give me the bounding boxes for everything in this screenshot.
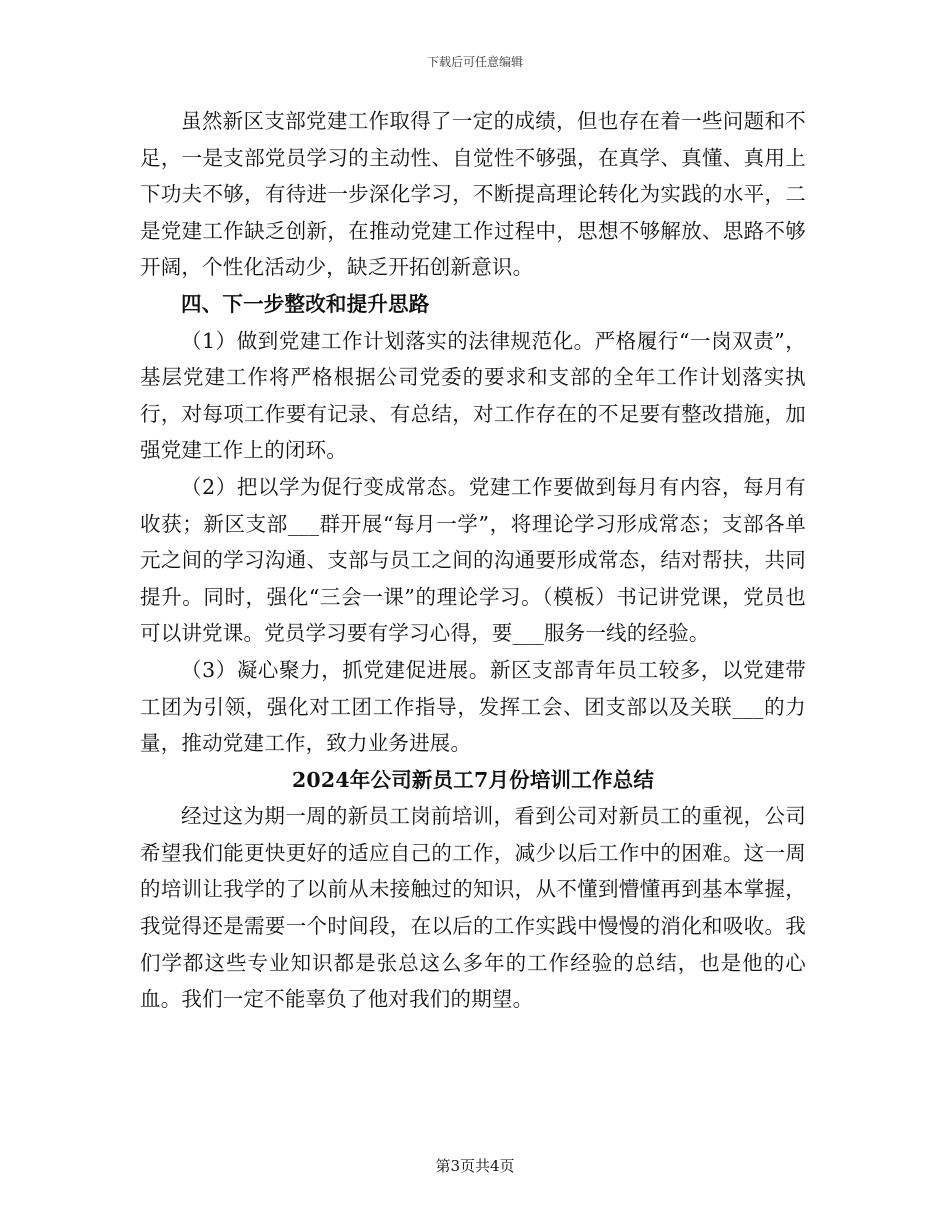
paragraph-shortcomings: 虽然新区支部党建工作取得了一定的成绩，但也存在着一些问题和不足，一是支部党员学习的主动性、自觉性不够强，在真学、真懂、真用上下功夫不够，有待进一步深化学习，不断提高理论转化为实践的水平，二是党建工作缺乏创新，在推动党建工作过程中，思想不够解放、思路不够开阔，个性化活动少，缺乏开拓创新意识。 — [140, 109, 806, 280]
document-title: 2024年公司新员工7月份培训工作总结 — [291, 767, 655, 792]
paragraph-training-summary: 经过这为期一周的新员工岗前培训，看到公司对新员工的重视，公司希望我们能更快更好的适应自己的工作，减少以后工作中的困难。这一周的培训让我学的了以前从未接触过的知识，从不懂到懵懂再到基本掌握，我觉得还是需要一个时间段，在以后的工作实践中慢慢的消化和吸收。我们学都这些专业知识都是张总这么多年的工作经验的总结，也是他的心血。我们一定不能辜负了他对我们的期望。 — [140, 804, 806, 1012]
paragraph-item-1: （1）做到党建工作计划落实的法律规范化。严格履行“一岗双责”，基层党建工作将严格根据公司党委的要求和支部的全年工作计划落实执行，对每项工作要有记录、有总结，对工作存在的不足要有整改措施，加强党建工作上的闭环。 — [140, 328, 806, 463]
paragraph-item-3: （3）凝心聚力，抓党建促进展。新区支部青年员工较多，以党建带工团为引领，强化对工团工作指导，发挥工会、团支部以及关联___的力量，推动党建工作，致力业务进展。 — [140, 657, 806, 756]
page-header: 下载后可任意编辑 — [426, 55, 523, 69]
section-heading-next-steps: 四、下一步整改和提升思路 — [181, 291, 430, 316]
document-body — [140, 103, 806, 1018]
paragraph-item-2: （2）把以学为促行变成常态。党建工作要做到每月有内容，每月有收获；新区支部___群开展“每月一学”，将理论学习形成常态；支部各单元之间的学习沟通、支部与员工之间的沟通要形成常态，结对帮扶，共同提升。同时，强化“三会一课”的理论学习。（模板）书记讲党课，党员也可以讲党课。党员学习要有学习心得，要___服务一线的经验。 — [140, 474, 806, 646]
page-footer: 第3页共4页 — [435, 1157, 515, 1175]
